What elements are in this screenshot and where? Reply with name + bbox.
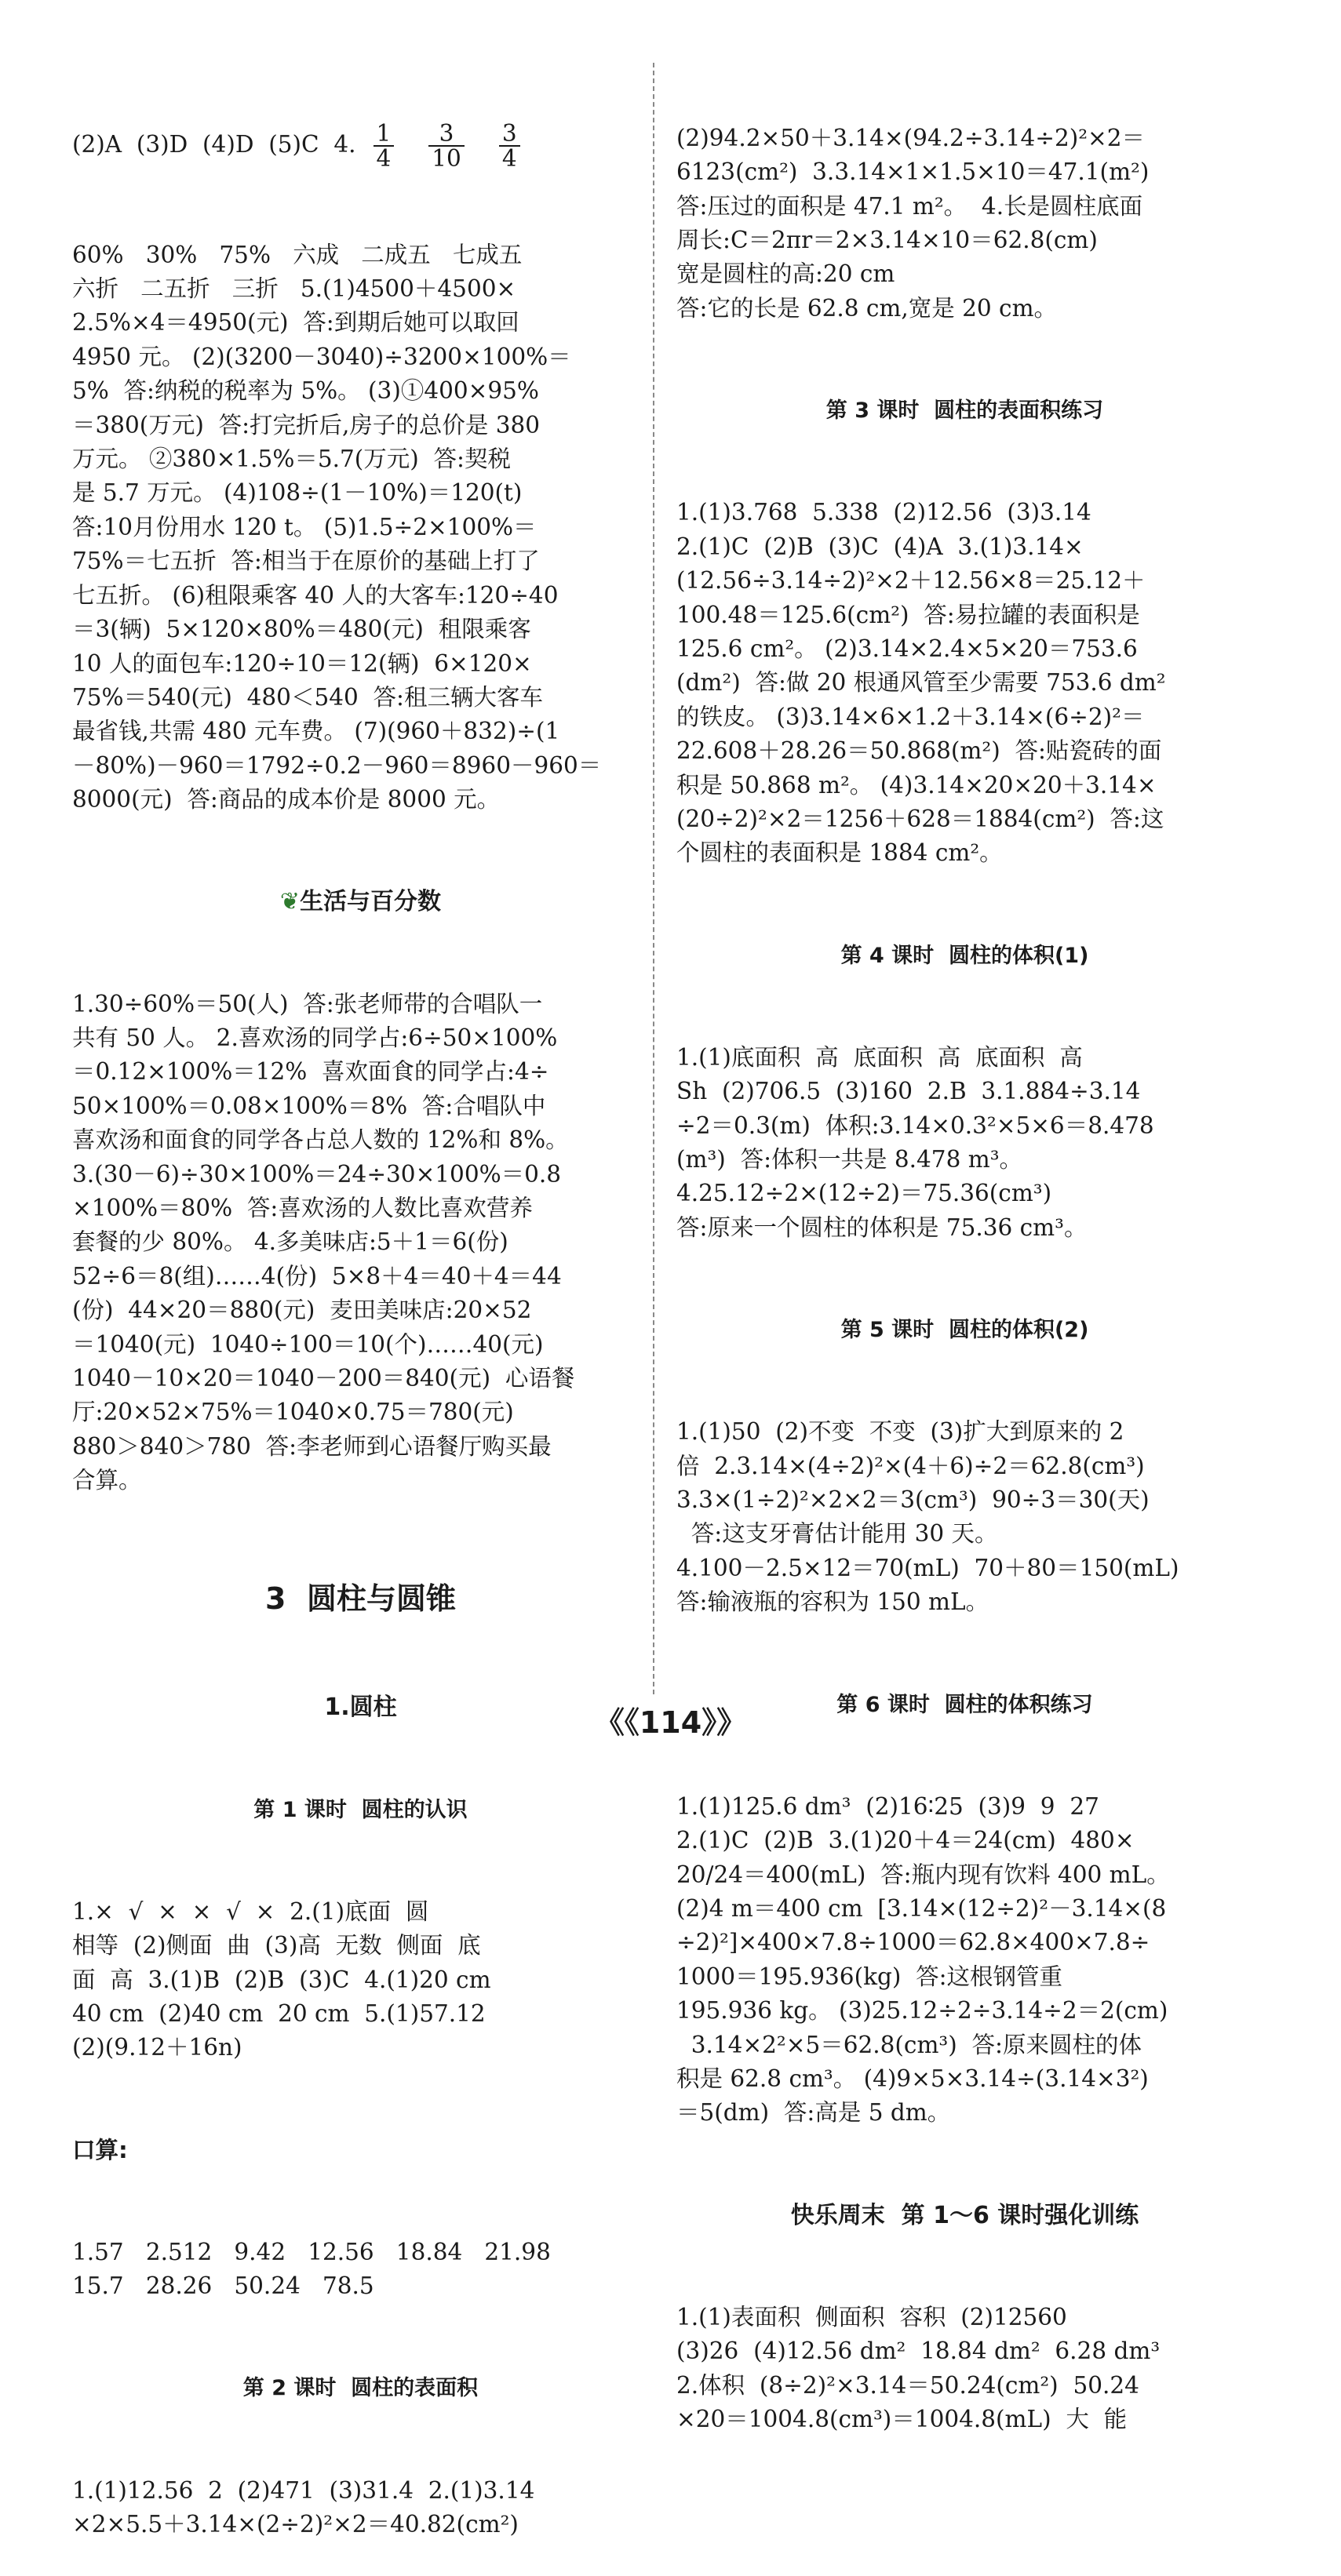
answer-line: 面 高 3.(1)B (2)B (3)C 4.(1)20 cm (72, 1966, 491, 1993)
left-column (72, 53, 649, 2576)
answer-line: 4950 元。 (2)(3200－3040)÷3200×100%＝ (72, 343, 571, 370)
chapter-title: 3 圆柱与圆锥 (265, 1581, 456, 1617)
answer-line: 个圆柱的表面积是 1884 cm²。 (676, 839, 1003, 867)
fraction: $\frac{3}{4}$ (499, 122, 520, 170)
answer-line: 倍 2.3.14×(4÷2)²×(4＋6)÷2＝62.8(cm³) (676, 1452, 1145, 1479)
answer-line: 75%＝540(元) 480＜540 答:租三辆大客车 (72, 683, 543, 711)
answer-line: 1.(1)3.768 5.338 (2)12.56 (3)3.14 (676, 499, 1091, 526)
fraction: $\frac{1}{4}$ (374, 122, 395, 170)
answer-line: 宽是圆柱的高:20 cm (676, 260, 895, 288)
section-heading-life-percent: ❦生活与百分数 (279, 888, 442, 916)
answer-line: ＝380(万元) 答:打完折后,房子的总价是 380 (72, 411, 541, 438)
answer-line: 七五折。 (6)租限乘客 40 人的大客车:120÷40 (72, 581, 559, 609)
answer-line: 是 5.7 万元。 (4)108÷(1－10%)＝120(t) (72, 479, 523, 507)
fraction: $\frac{3}{10}$ (428, 122, 465, 170)
answer-line: (2)(9.12＋16n) (72, 2034, 242, 2061)
answer-line: 积是 62.8 cm³。 (4)9×5×3.14÷(3.14×3²) (676, 2065, 1149, 2092)
answer-line: ×20＝1004.8(cm³)＝1004.8(mL) 大 能 (676, 2406, 1128, 2433)
answer-line: －80%)－960＝1792÷0.2－960＝8960－960＝ (72, 751, 602, 779)
answer-line: 3.(30－6)÷30×100%＝24÷30×100%＝0.8 (72, 1160, 562, 1188)
answer-line: ＝1040(元) 1040÷100＝10(个)……40(元) (72, 1330, 544, 1358)
answer-line: 1040－10×20＝1040－200＝840(元) 心语餐 (72, 1365, 575, 1392)
answer-line: 125.6 cm²。 (2)3.14×2.4×5×20＝753.6 (676, 635, 1138, 662)
answer-line: 2.(1)C (2)B (3)C (4)A 3.(1)3.14× (676, 533, 1084, 560)
answer-line: 880＞840＞780 答:李老师到心语餐厅购买最 (72, 1432, 552, 1460)
answer-line: 6123(cm²) 3.3.14×1×1.5×10＝47.1(m²) (676, 158, 1150, 186)
answer-line: ×2×5.5＋3.14×(2÷2)²×2＝40.82(cm²) (72, 2511, 519, 2538)
answer-line: 厅:20×52×75%＝1040×0.75＝780(元) (72, 1399, 514, 1426)
answer-line: (12.56÷3.14÷2)²×2＋12.56×8＝25.12＋ (676, 567, 1146, 595)
answer-line: 1000＝195.936(kg) 答:这根钢管重 (676, 1963, 1063, 1990)
answer-line: 答:输液瓶的容积为 150 mL。 (676, 1588, 989, 1616)
answer-line: 15.7 28.26 50.24 78.5 (72, 2272, 374, 2300)
answer-line: 答:这支牙膏估计能用 30 天。 (676, 1520, 998, 1548)
answer-line: 1.× √ × × √ × 2.(1)底面 圆 (72, 1897, 429, 1925)
answer-line: ×100%＝80% 答:喜欢汤的人数比喜欢营养 (72, 1195, 533, 1221)
answer-line: 相等 (2)侧面 曲 (3)高 无数 侧面 底 (72, 1932, 481, 1959)
mental-arith-label: 口算: (72, 2136, 128, 2163)
answer-line: 100.48＝125.6(cm²) 答:易拉罐的表面积是 (676, 601, 1140, 628)
answer-line: 答:它的长是 62.8 cm,宽是 20 cm。 (676, 294, 1058, 322)
answer-line: (3)26 (4)12.56 dm² 18.84 dm² 6.28 dm³ (676, 2338, 1161, 2365)
column-divider (653, 63, 654, 1694)
answer-line: (份) 44×20＝880(元) 麦田美味店:20×52 (72, 1297, 532, 1324)
answer-line: 1.(1)125.6 dm³ (2)16∶25 (3)9 9 27 (676, 1792, 1099, 1820)
answer-line: 答:压过的面积是 47.1 m²。 4.长是圆柱底面 (676, 192, 1143, 220)
answer-line: 套餐的少 80%。 4.多美味店:5＋1＝6(份) (72, 1228, 508, 1256)
answer-line: ＝0.12×100%＝12% 喜欢面食的同学占:4÷ (72, 1058, 549, 1086)
answer-line: 1.57 2.512 9.42 12.56 18.84 21.98 (72, 2238, 551, 2265)
answer-line: 4.25.12÷2×(12÷2)＝75.36(cm³) (676, 1180, 1052, 1207)
answer-line: 答:10月份用水 120 t。 (5)1.5÷2×100%＝ (72, 513, 537, 540)
lesson-title-6: 第 6 课时 圆柱的体积练习 (836, 1692, 1093, 1717)
answer-line: 50×100%＝0.08×100%＝8% 答:合唱队中 (72, 1092, 546, 1119)
answer-line: (2)4 m＝400 cm [3.14×(12÷2)²－3.14×(8 (676, 1894, 1167, 1922)
answer-line: (dm²) 答:做 20 根通风管至少需要 753.6 dm² (676, 669, 1166, 697)
answer-line: 3.3×(1÷2)²×2×2＝3(cm³) 90÷3＝30(天) (676, 1486, 1150, 1514)
answer-line: ÷2＝0.3(m) 体积:3.14×0.3²×5×6＝8.478 (676, 1112, 1154, 1139)
answer-line: 1.30÷60%＝50(人) 答:张老师带的合唱队一 (72, 990, 543, 1017)
answer-line: 的铁皮。 (3)3.14×6×1.2＋3.14×(6÷2)²＝ (676, 703, 1145, 730)
answer-line: 4.100－2.5×12＝70(mL) 70＋80＝150(mL) (676, 1554, 1179, 1581)
answer-line: 2.(1)C (2)B 3.(1)20＋4＝24(cm) 480× (676, 1827, 1135, 1854)
section-title-cylinder: 1.圆柱 (324, 1694, 397, 1722)
answer-line: (2)94.2×50＋3.14×(94.2÷3.14÷2)²×2＝ (676, 124, 1146, 151)
answer-line: 1.(1)12.56 2 (2)471 (3)31.4 2.(1)3.14 (72, 2476, 535, 2504)
answer-line: 答:原来一个圆柱的体积是 75.36 cm³。 (676, 1213, 1088, 1241)
answer-line: 喜欢汤和面食的同学各占总人数的 12%和 8%。 (72, 1126, 569, 1154)
answer-line: 最省钱,共需 480 元车费。 (7)(960＋832)÷(1 (72, 718, 560, 745)
right-column (676, 53, 1253, 2471)
answer-line: 3.14×2²×5＝62.8(cm³) 答:原来圆柱的体 (676, 2031, 1142, 2058)
answer-line: ÷2)²]×400×7.8÷1000＝62.8×400×7.8÷ (676, 1929, 1150, 1956)
answer-line: 万元。 ②380×1.5%＝5.7(万元) 答:契税 (72, 446, 511, 473)
answer-line: 1.(1)50 (2)不变 不变 (3)扩大到原来的 2 (676, 1418, 1124, 1446)
answer-line: 1.(1)表面积 侧面积 容积 (2)12560 (676, 2303, 1067, 2330)
answer-line: (20÷2)²×2＝1256＋628＝1884(cm²) 答:这 (676, 805, 1164, 832)
answer-line: ＝5(dm) 答:高是 5 dm。 (676, 2099, 951, 2127)
page-number: 《《114》》 (594, 1705, 747, 1740)
lesson-title-2: 第 2 课时 圆柱的表面积 (242, 2376, 479, 2401)
lesson-title-1: 第 1 课时 圆柱的认识 (253, 1797, 468, 1822)
answer-line: Sh (2)706.5 (3)160 2.B 3.1.884÷3.14 (676, 1078, 1141, 1105)
answer-line: 10 人的面包车:120÷10＝12(辆) 6×120× (72, 649, 532, 677)
answer-line: ＝3(辆) 5×120×80%＝480(元) 租限乘客 (72, 616, 531, 643)
answer-line-first: (2)A (3)D (4)D (5)C 4. $\frac{1}{4}$ $\frac{3}{10}$ $\frac{3}{4}$ (72, 122, 649, 170)
lesson-title-5: 第 5 课时 圆柱的体积(2) (840, 1318, 1089, 1343)
answer-line: 1.(1)底面积 高 底面积 高 底面积 高 (676, 1043, 1083, 1071)
answer-line: 共有 50 人。 2.喜欢汤的同学占:6÷50×100% (72, 1024, 558, 1051)
answer-line: (m³) 答:体积一共是 8.478 m³。 (676, 1146, 1023, 1173)
answer-line: 195.936 kg。 (3)25.12÷2÷3.14÷2＝2(cm) (676, 1997, 1168, 2025)
answer-line: 75%＝七五折 答:相当于在原价的基础上打了 (72, 548, 540, 575)
answer-line: 22.608＋28.26＝50.868(m²) 答:贴瓷砖的面 (676, 737, 1162, 765)
answer-line: 40 cm (2)40 cm 20 cm 5.(1)57.12 (72, 1999, 486, 2027)
answer-line: 2.5%×4＝4950(元) 答:到期后她可以取回 (72, 309, 519, 337)
answer-line: 52÷6＝8(组)……4(份) 5×8＋4＝40＋4＝44 (72, 1262, 562, 1290)
answer-line: 2.体积 (8÷2)²×3.14＝50.24(cm²) 50.24 (676, 2371, 1139, 2399)
answer-line: 20/24＝400(mL) 答:瓶内现有饮料 400 mL。 (676, 1861, 1170, 1888)
answer-line: 周长:C＝2πr＝2×3.14×10＝62.8(cm) (676, 227, 1098, 254)
answer-line: 60% 30% 75% 六成 二成五 七成五 (72, 241, 523, 268)
answer-line: 积是 50.868 m²。 (4)3.14×20×20＋3.14× (676, 771, 1157, 799)
weekend-title: 快乐周末 第 1～6 课时强化训练 (790, 2201, 1139, 2229)
lesson-title-4: 第 4 课时 圆柱的体积(1) (840, 943, 1089, 968)
answer-line: 5% 答:纳税的税率为 5%。 (3)①400×95% (72, 377, 539, 405)
answer-line: 8000(元) 答:商品的成本价是 8000 元。 (72, 786, 501, 813)
sprout-icon: ❦ (279, 888, 301, 916)
lesson-title-3: 第 3 课时 圆柱的表面积练习 (825, 398, 1104, 424)
answer-line: 合算。 (72, 1467, 142, 1494)
answer-line: 六折 二五折 三折 5.(1)4500＋4500× (72, 275, 516, 303)
